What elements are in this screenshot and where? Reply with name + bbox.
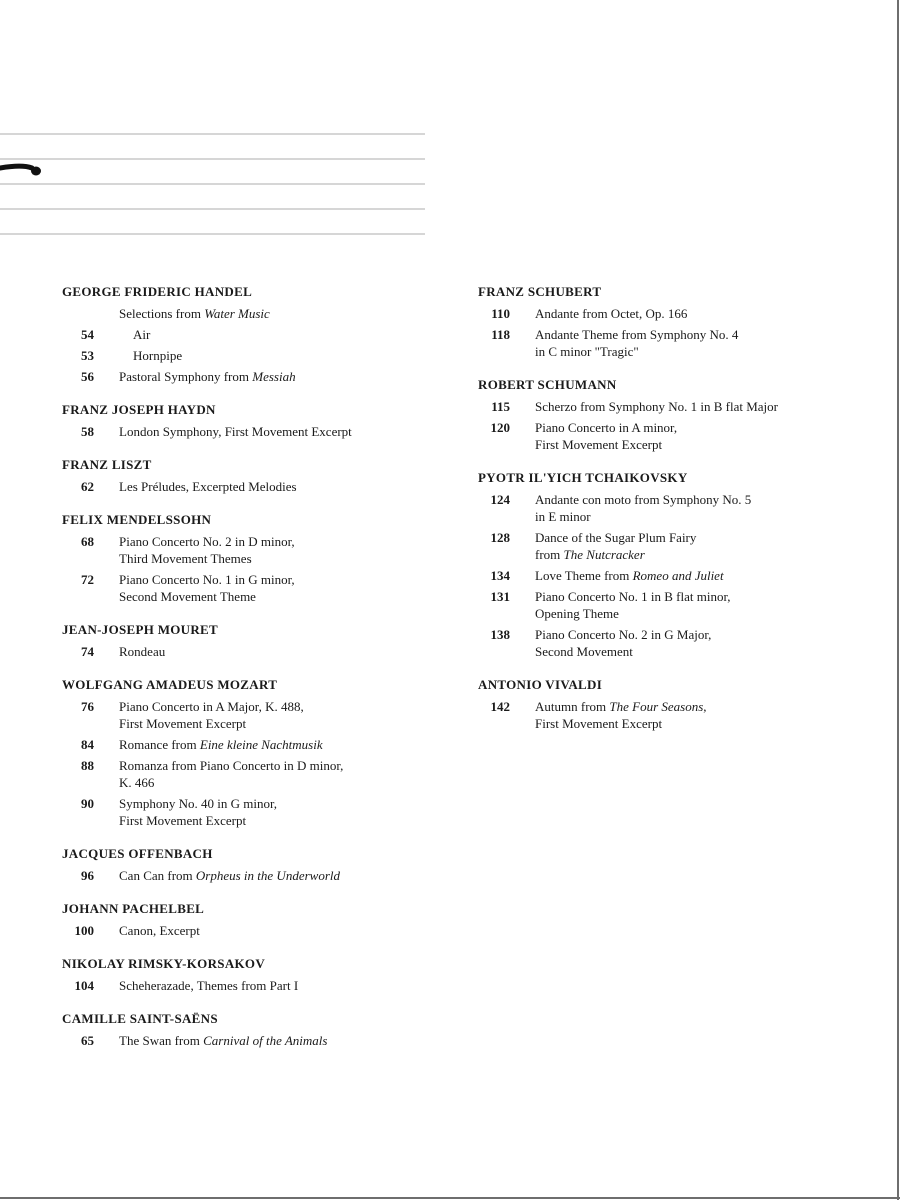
- entry-title: [119, 698, 442, 732]
- contents-entry[interactable]: [62, 368, 442, 385]
- entry-title: [535, 491, 878, 525]
- entry-title-text: Andante con moto from Symphony No. 5: [535, 492, 752, 507]
- composer-name: JEAN-JOSEPH MOURET: [62, 622, 218, 637]
- composer-name: WOLFGANG AMADEUS MOZART: [62, 677, 278, 692]
- page-number: 118: [491, 327, 510, 342]
- page-number: 88: [81, 758, 94, 773]
- entry-title-line2: [535, 643, 878, 660]
- composer-section: [62, 457, 442, 495]
- entry-title: [119, 757, 442, 791]
- entry-title-italic: Eine kleine Nachtmusik: [199, 737, 323, 752]
- contents-entry[interactable]: [62, 326, 442, 343]
- entry-title-italic: The Nutcracker: [563, 547, 645, 562]
- contents-entry[interactable]: [478, 398, 878, 415]
- entry-title-italic: Messiah: [252, 369, 296, 384]
- entry-title-line2: [119, 588, 442, 605]
- entry-title-italic: Carnival of the Animals: [203, 1033, 328, 1048]
- entry-title-text: Air: [133, 327, 151, 342]
- entry-title-text: Can Can from: [119, 868, 196, 883]
- contents-entry[interactable]: [62, 698, 442, 732]
- contents-entry[interactable]: [62, 643, 442, 660]
- entry-title-text: Les Préludes, Excerpted Melodies: [119, 479, 297, 494]
- entry-title-italic: The Four Seasons: [609, 699, 704, 714]
- composer-section: [478, 284, 878, 360]
- entry-title-text: Piano Concerto No. 2 in G Major,: [535, 627, 712, 642]
- entry-title-line2: [535, 546, 878, 563]
- page-number: 56: [81, 369, 94, 384]
- page-number: 53: [81, 348, 94, 363]
- composer-name: NIKOLAY RIMSKY-KORSAKOV: [62, 956, 266, 971]
- composer-name: ANTONIO VIVALDI: [478, 677, 603, 692]
- entry-title-line2: [535, 436, 878, 453]
- page-number: 96: [81, 868, 94, 883]
- composer-section: [62, 677, 442, 829]
- contents-entry[interactable]: [478, 491, 878, 525]
- contents-entry[interactable]: [62, 423, 442, 440]
- entry-title-line2: [119, 774, 442, 791]
- entry-title-text: First Movement Excerpt: [535, 437, 663, 452]
- page-number: 131: [490, 589, 510, 604]
- contents-entry[interactable]: [62, 736, 442, 753]
- contents-left-column: [62, 284, 442, 1066]
- composer-section: [62, 512, 442, 605]
- entry-title-text: Piano Concerto in A Major, K. 488,: [119, 699, 304, 714]
- note-text: Selections from: [119, 306, 205, 321]
- entry-title-line2: [119, 812, 442, 829]
- composer-section: [62, 846, 442, 884]
- entry-title-line2: [535, 508, 878, 525]
- entry-title-text: Scheherazade, Themes from Part I: [119, 978, 299, 993]
- entry-title-text: Romanza from Piano Concerto in D minor,: [119, 758, 344, 773]
- entry-title-text: Pastoral Symphony from: [119, 369, 253, 384]
- entry-title-line2: [535, 715, 878, 732]
- composer-name: FELIX MENDELSSOHN: [62, 512, 212, 527]
- page-number: 120: [490, 420, 510, 435]
- composer-section: [478, 377, 878, 453]
- page-border-right: [897, 0, 899, 1200]
- entry-title-text: from: [535, 547, 564, 562]
- page-number: 68: [81, 534, 94, 549]
- composer-section: [62, 1011, 442, 1049]
- entry-title: [119, 423, 442, 440]
- composer-name: PYOTR IL'YICH TCHAIKOVSKY: [478, 470, 688, 485]
- entry-title-text: First Movement Excerpt: [119, 813, 247, 828]
- entry-title: [119, 922, 442, 939]
- composer-section: [478, 470, 878, 660]
- entry-title-text: Rondeau: [119, 644, 166, 659]
- entry-title-text: Piano Concerto No. 2 in D minor,: [119, 534, 295, 549]
- entry-title: [119, 643, 442, 660]
- contents-entry[interactable]: [478, 626, 878, 660]
- page-number: 54: [81, 327, 94, 342]
- contents-entry[interactable]: [62, 795, 442, 829]
- composer-section: [62, 956, 442, 994]
- entry-title: [119, 736, 442, 753]
- entry-title-text: Canon, Excerpt: [119, 923, 200, 938]
- entry-title-text: Opening Theme: [535, 606, 619, 621]
- page-number: 76: [81, 699, 94, 714]
- entry-title: [535, 588, 878, 622]
- entry-title-italic: Romeo and Juliet: [632, 568, 724, 583]
- entry-title: [535, 326, 878, 360]
- entry-title-text: First Movement Excerpt: [535, 716, 663, 731]
- entry-title-text: Dance of the Sugar Plum Fairy: [535, 530, 697, 545]
- contents-entry[interactable]: [478, 529, 878, 563]
- entry-title-text: Scherzo from Symphony No. 1 in B flat Major: [535, 399, 778, 414]
- entry-title-text: Autumn from: [535, 699, 610, 714]
- entry-title: [119, 571, 442, 605]
- entry-title: [133, 347, 442, 364]
- entry-title-text: Piano Concerto No. 1 in B flat minor,: [535, 589, 731, 604]
- entry-title: [535, 567, 878, 584]
- entry-title-text: Andante from Octet, Op. 166: [535, 306, 688, 321]
- contents-entry[interactable]: [62, 922, 442, 939]
- entry-title-text: Second Movement: [535, 644, 633, 659]
- composer-name: FRANZ SCHUBERT: [478, 284, 602, 299]
- contents-entry[interactable]: [62, 533, 442, 567]
- composer-name: CAMILLE SAINT-SAËNS: [62, 1011, 218, 1026]
- entry-title: [535, 529, 878, 563]
- entry-title-text: ,: [703, 699, 707, 714]
- entry-title-text: First Movement Excerpt: [119, 716, 247, 731]
- entry-title-text: Hornpipe: [133, 348, 183, 363]
- entry-title-text: London Symphony, First Movement Excerpt: [119, 424, 352, 439]
- composer-name: FRANZ JOSEPH HAYDN: [62, 402, 216, 417]
- entry-title-text: Second Movement Theme: [119, 589, 256, 604]
- composer-name: FRANZ LISZT: [62, 457, 152, 472]
- page-number: 110: [491, 306, 510, 321]
- contents-entry[interactable]: [62, 347, 442, 364]
- entry-title-text: K. 466: [119, 775, 155, 790]
- entry-title-line2: [119, 550, 442, 567]
- contents-entry[interactable]: [62, 1032, 442, 1049]
- entry-title-text: in C minor "Tragic": [535, 344, 639, 359]
- page-number: 90: [81, 796, 94, 811]
- entry-title: [535, 398, 878, 415]
- entry-title: [119, 795, 442, 829]
- music-staff-graphic: [0, 130, 430, 240]
- entry-title: [119, 533, 442, 567]
- page-number: 124: [490, 492, 510, 507]
- collection-note: [119, 305, 442, 322]
- entry-title: [119, 368, 442, 385]
- entry-title-text: Romance from: [119, 737, 200, 752]
- page-number: 74: [81, 644, 94, 659]
- contents-entry[interactable]: [478, 698, 878, 732]
- entry-title-line2: [119, 715, 442, 732]
- contents-entry[interactable]: [62, 977, 442, 994]
- entry-title: [535, 626, 878, 660]
- contents-entry[interactable]: [62, 478, 442, 495]
- page-number: 62: [81, 479, 94, 494]
- contents-entry[interactable]: [478, 305, 878, 322]
- entry-title: [133, 326, 442, 343]
- page-number: 134: [490, 568, 510, 583]
- contents-entry[interactable]: [478, 419, 878, 453]
- composer-section: [478, 677, 878, 732]
- page-number: 142: [490, 699, 510, 714]
- entry-title-text: The Swan from: [119, 1033, 204, 1048]
- entry-title: [535, 419, 878, 453]
- page-number: 72: [81, 572, 94, 587]
- entry-title-line2: [535, 605, 878, 622]
- entry-title-italic: Orpheus in the Underworld: [195, 868, 340, 883]
- page-number: 58: [81, 424, 94, 439]
- page-number: 115: [491, 399, 510, 414]
- contents-entry[interactable]: [62, 571, 442, 605]
- entry-title-line2: [535, 343, 878, 360]
- composer-section: [62, 284, 442, 385]
- entry-title-text: Third Movement Themes: [119, 551, 252, 566]
- entry-title: [119, 478, 442, 495]
- page-number: 84: [81, 737, 94, 752]
- contents-right-column: [478, 284, 878, 749]
- composer-section: [62, 402, 442, 440]
- contents-entry[interactable]: [478, 588, 878, 622]
- page-number: 104: [74, 978, 94, 993]
- entry-title-text: Piano Concerto in A minor,: [535, 420, 678, 435]
- composer-section: [62, 622, 442, 660]
- entry-title: [535, 698, 878, 732]
- entry-title: [535, 305, 878, 322]
- page-number: 138: [490, 627, 510, 642]
- page-number: 128: [490, 530, 510, 545]
- note-italic: Water Music: [204, 306, 270, 321]
- entry-title-text: Love Theme from: [535, 568, 633, 583]
- contents-entry[interactable]: [478, 326, 878, 360]
- composer-section: [62, 901, 442, 939]
- entry-title-text: Symphony No. 40 in G minor,: [119, 796, 278, 811]
- contents-entry[interactable]: [62, 757, 442, 791]
- entry-title-text: in E minor: [535, 509, 591, 524]
- entry-title: [119, 867, 442, 884]
- composer-name: GEORGE FRIDERIC HANDEL: [62, 284, 253, 299]
- entry-title: [119, 1032, 442, 1049]
- composer-name: JOHANN PACHELBEL: [62, 901, 205, 916]
- page-number: 65: [81, 1033, 94, 1048]
- page-number: 100: [74, 923, 94, 938]
- entry-title: [119, 977, 442, 994]
- contents-entry[interactable]: [62, 867, 442, 884]
- page-border-bottom: [0, 1197, 900, 1199]
- contents-entry[interactable]: [478, 567, 878, 584]
- composer-name: ROBERT SCHUMANN: [478, 377, 617, 392]
- entry-title-text: Andante Theme from Symphony No. 4: [535, 327, 739, 342]
- entry-title-text: Piano Concerto No. 1 in G minor,: [119, 572, 295, 587]
- composer-name: JACQUES OFFENBACH: [62, 846, 213, 861]
